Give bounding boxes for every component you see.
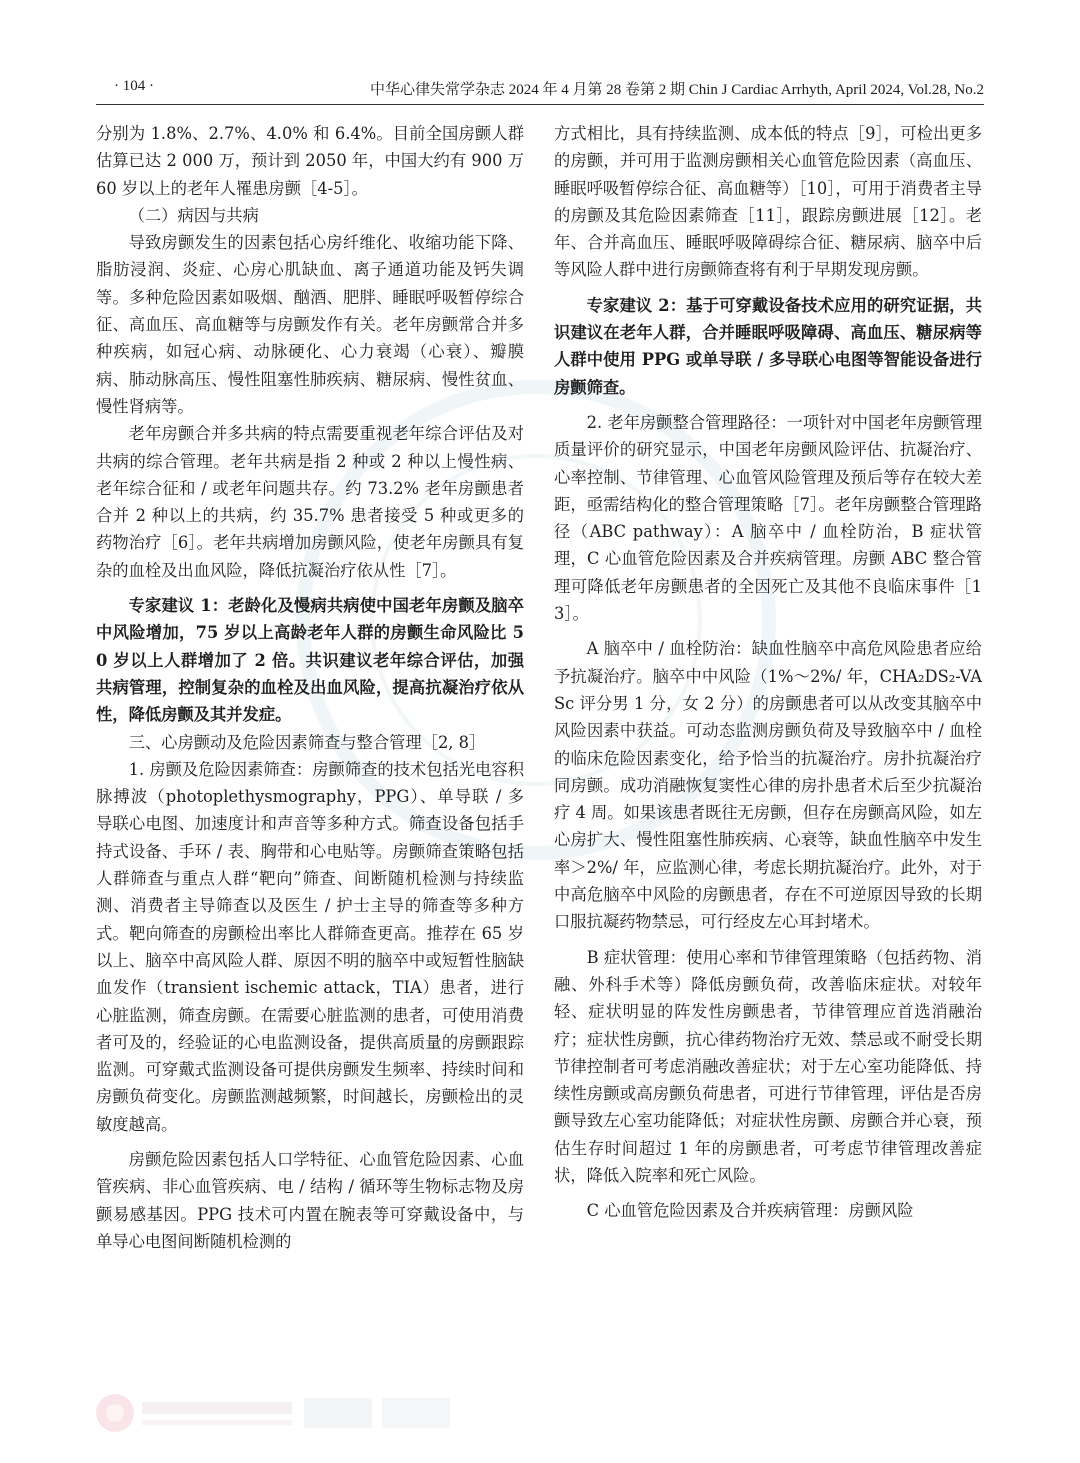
paragraph-abc-pathway: 2. 老年房颤整合管理路径：一项针对中国老年房颤管理质量评价的研究显示，中国老年房颤风险评估、抗凝治疗、心率控制、节律管理、心血管风险管理及预后等存在较大差距，亟需结构化的整合管理策略［7］。老年房颤整合管理路径（ABC pathway）：A 脑卒中 / 血栓防治，B 症状管理，C 心血管危险因素及合并疾病管理。房颤 ABC 整合管理可降低老年房颤患者的全因死亡及其他不良临床事件［13］。 [554,412,982,624]
page-number: · 104 · [114,78,154,94]
publisher-emblem-icon [96,1394,134,1432]
left-column [96,120,524,1255]
journal-citation: 中华心律失常学杂志 2024 年 4 月第 28 卷第 2 期 Chin J Cardiac Arrhyth, April 2024, Vol.28, No.2 [369,82,984,98]
page-header [96,76,984,105]
section-heading-screening: 三、心房颤动及危险因素筛查与整合管理［2, 8］ [128,732,486,752]
paragraph-cardiovascular-risk: C 心血管危险因素及合并疾病管理：房颤风险 [586,1201,914,1221]
paragraph-prevalence: 分别为 1.8%、2.7%、4.0% 和 6.4%。目前全国房颤人群估算已达 2 000 万，预计到 2050 年，中国大约有 900 万 60 岁以上的老年人罹患房颤［4-5］。 [96,124,524,198]
paragraph-comorbidity: 老年房颤合并多共病的特点需要重视老年综合评估及对共病的综合管理。老年共病是指 2 种或 2 种以上慢性病、老年综合征和 / 或老年问题共存。约 73.2% 老年房颤患者合并 2 种以上的共病，约 35.7% 患者接受 5 种或更多的药物治疗［6］。老年共病增加房颤风险，使老年房颤具有复杂的血栓及出血风险，降低抗凝治疗依从性［7］。 [96,424,524,580]
expert-recommendation-1: 专家建议 1：老龄化及慢病共病使中国老年房颤及脑卒中风险增加，75 岁以上高龄老年人群的房颤生命风险比 50 岁以上人群增加了 2 倍。共识建议老年综合评估，加强共病管理，控制复杂的血栓及出血风险，提高抗凝治疗依从性，降低房颤及其并发症。 [96,596,524,725]
paragraph-risk-factors: 导致房颤发生的因素包括心房纤维化、收缩功能下降、脂肪浸润、炎症、心房心肌缺血、离子通道功能及钙失调等。多种危险因素如吸烟、酗酒、肥胖、睡眠呼吸暂停综合征、高血压、高血糖等与房颤发作有关。老年房颤常合并多种疾病，如冠心病、动脉硬化、心力衰竭（心衰）、瓣膜病、肺动脉高压、慢性阻塞性肺疾病、糖尿病、慢性贫血、慢性肾病等。 [96,233,524,416]
expert-recommendation-2: 专家建议 2：基于可穿戴设备技术应用的研究证据，共识建议在老年人群，合并睡眠呼吸障碍、高血压、糖尿病等人群中使用 PPG 或单导联 / 多导联心电图等智能设备进行房颤筛查。 [554,295,982,397]
paragraph-wearable-monitoring: 方式相比，具有持续监测、成本低的特点［9］，可检出更多的房颤，并可用于监测房颤相关心血管危险因素（高血压、睡眠呼吸暂停综合征、高血糖等）［10］，可用于消费者主导的房颤及其危险因素筛查［11］，跟踪房颤进展［12］。老年、合并高血压、睡眠呼吸障碍综合征、糖尿病、脑卒中后等风险人群中进行房颤筛查将有利于早期发现房颤。 [554,124,982,280]
section-heading-etiology: （二）病因与共病 [128,205,259,225]
paragraph-risk-markers: 房颤危险因素包括人口学特征、心血管危险因素、心血管疾病、非心血管疾病、电 / 结构 / 循环等生物标志物及房颤易感基因。PPG 技术可内置在腕表等可穿戴设备中，与单导心电图间断随机检测的 [96,1149,524,1251]
paragraph-symptom-management: B 症状管理：使用心率和节律管理策略（包括药物、消融、外科手术等）降低房颤负荷，改善临床症状。对较年轻、症状明显的阵发性房颤患者，节律管理应首选消融治疗；症状性房颤，抗心律药物治疗无效、禁忌或不耐受长期节律控制者可考虑消融改善症状；对于左心室功能降低、持续性房颤或高房颤负荷患者，可进行节律管理，评估是否房颤导致左心室功能降低；对症状性房颤、房颤合并心衰，预估生存时间超过 1 年的房颤患者，可考虑节律管理改善症状，降低入院率和死亡风险。 [554,947,982,1185]
paragraph-stroke-prevention: A 脑卒中 / 血栓防治：缺血性脑卒中高危风险患者应给予抗凝治疗。脑卒中中风险（1%～2%/ 年，CHA₂DS₂-VASc 评分男 1 分，女 2 分）的房颤患者可以从改变其脑卒中风险因素中获益。可动态监测房颤负荷及导致脑卒中 / 血栓的临床危险因素变化，给予恰当的抗凝治疗。房扑抗凝治疗同房颤。成功消融恢复窦性心律的房扑患者术后至少抗凝治疗 4 周。如果该患者既往无房颤，但存在房颤高风险，如左心房扩大、慢性阻塞性肺疾病、心衰等，缺血性脑卒中发生率＞2%/ 年，应监测心律，考虑长期抗凝治疗。此外，对于中高危脑卒中风险的房颤患者，存在不可逆原因导致的长期口服抗凝药物禁忌，可行经皮左心耳封堵术。 [554,639,982,932]
right-column [554,120,982,1225]
publisher-logo [96,1392,456,1434]
paragraph-screening-methods: 1. 房颤及危险因素筛查：房颤筛查的技术包括光电容积脉搏波（photoplethysmography，PPG）、单导联 / 多导联心电图、加速度计和声音等多种方式。筛查设备包括手持式设备、手环 / 表、胸带和心电贴等。房颤筛查策略包括人群筛查与重点人群“靶向”筛查、间断随机检测与持续监测、消费者主导筛查以及医生 / 护士主导的筛查等多种方式。靶向筛查的房颤检出率比人群筛查更高。推荐在 65 岁以上、脑卒中高风险人群、原因不明的脑卒中或短暂性脑缺血发作（transient ischemic attack，TIA）患者，进行心脏监测，筛查房颤。在需要心脏监测的患者，可使用消费者可及的，经验证的心电监测设备，提供高质量的房颤跟踪监测。可穿戴式监测设备可提供房颤发生频率、持续时间和房颤负荷变化。房颤监测越频繁，时间越长，房颤检出的灵敏度越高。 [96,759,524,1134]
